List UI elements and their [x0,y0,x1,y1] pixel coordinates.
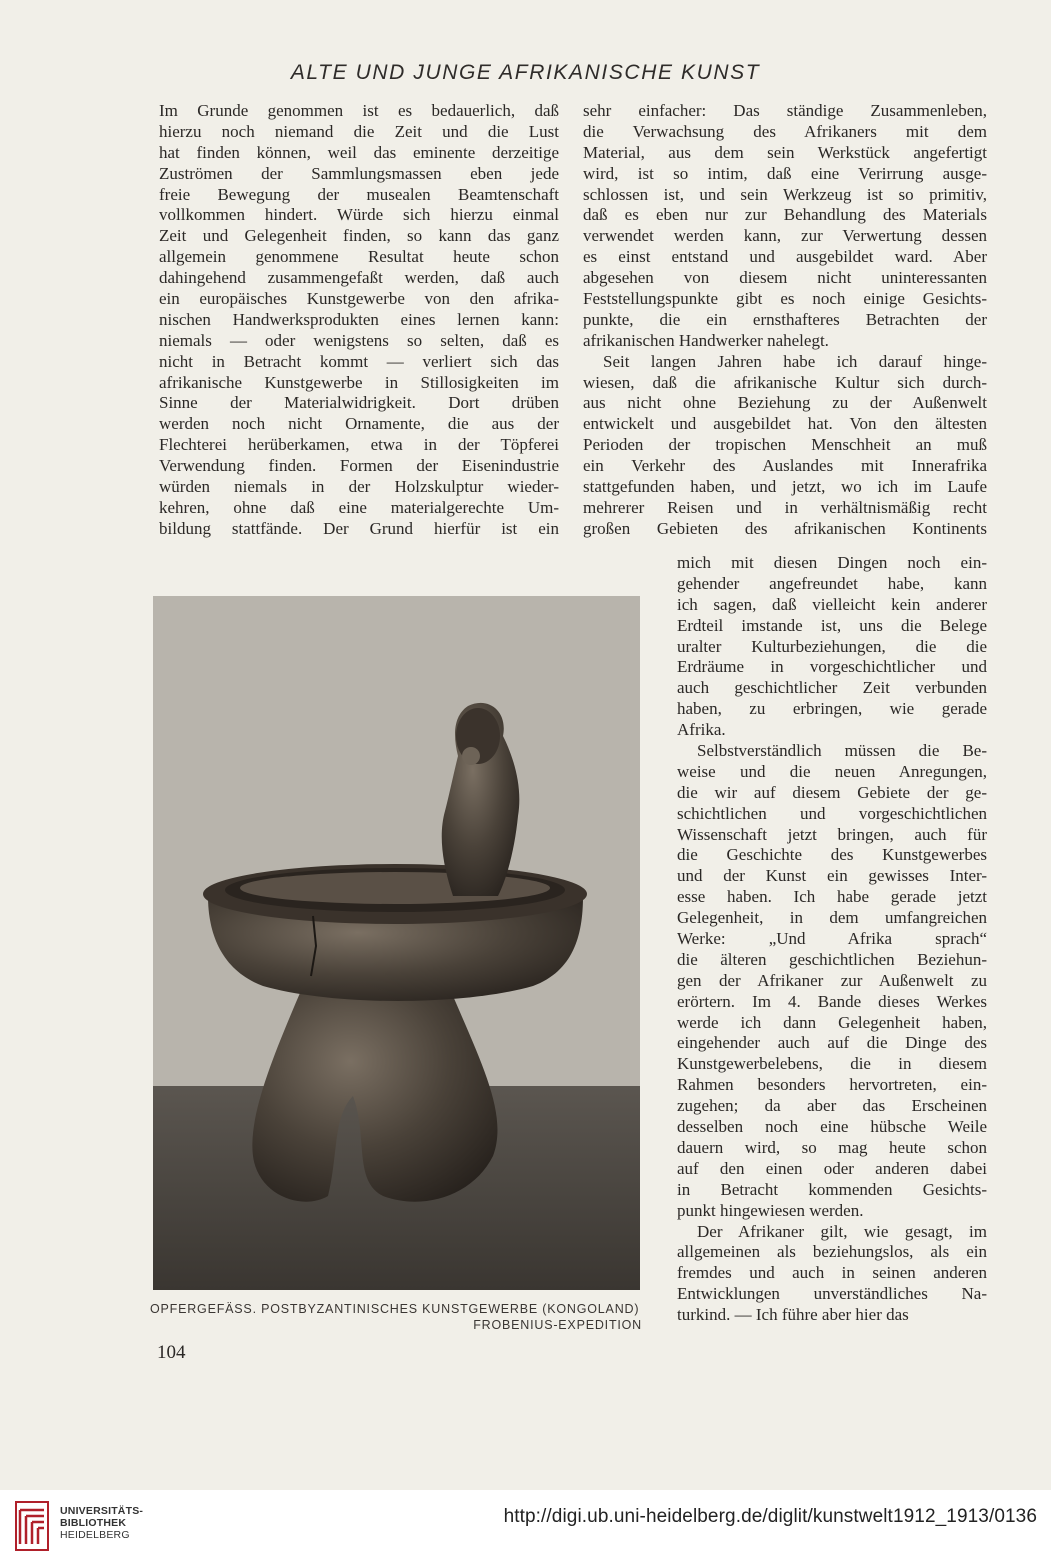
text-line: afrikanischen Handwerker nahelegt. [583,330,829,350]
text-line: Der Afrikaner gilt, wie gesagt, im [697,1221,987,1241]
text-line: Seit langen Jahren habe ich darauf hinge- [603,351,987,371]
text-line: dahingehend zusammengefaßt werden, daß auch [159,268,559,288]
text-line: würden niemals in der Holzskulptur wieder- [159,477,559,497]
text-line: Selbstverständlich müssen die Be- [697,741,987,761]
text-line: mehrerer Reisen und in verhältnismäßig recht [583,497,987,517]
text-line: turkind. — Ich führe aber hier das [677,1305,909,1325]
source-url-link[interactable]: http://digi.ub.uni-heidelberg.de/diglit/kunstwelt1912_1913/0136 [503,1506,1037,1527]
text-line: entwickelt und ausgebildet hat. Von den ältesten [583,414,987,434]
text-line: nischen Handwerksprodukten eines lernen kann: [159,309,559,329]
text-line: Entwicklungen unverständliches Na- [677,1284,987,1304]
library-name [60,1505,143,1541]
text-line: uralter Kulturbeziehungen, die die [677,636,987,656]
text-line: afrikanische Kunstgewerbe in Stillosigkeiten im [159,372,559,392]
text-line: Flechterei herüberkamen, etwa in der Töpferei [159,435,559,455]
text-line: Verwendung finden. Formen der Eisenindustrie [159,456,559,476]
text-line: mich mit diesen Dingen noch ein- [677,553,987,572]
text-line: bildung stattfände. Der Grund hierfür ist ein [159,518,559,538]
text-line: niemals — oder wenigstens so selten, daß es [159,330,559,350]
text-line: die Geschichte des Kunstgewerbes [677,845,987,865]
text-line: punkt hingewiesen werden. [677,1200,864,1220]
page-number: 104 [157,1342,186,1363]
text-line: Erdteil imstande ist, uns die Belege [677,615,987,635]
text-line: stattgefunden haben, und jetzt, wo ich im Laufe [583,477,987,497]
text-line: schichtlichen und vorgeschichtlichen [677,803,987,823]
vessel-photograph [153,596,640,1290]
text-line: die wir auf diesem Gebiete der ge- [677,782,987,802]
text-line: weise und die neuen Anregungen, [677,761,987,781]
text-line: haben, zu erbringen, wie gerade [677,699,987,719]
right-text-column-top [583,101,987,540]
text-line: Wissenschaft jetzt bringen, auch für [677,824,987,844]
library-name-line-3: HEIDELBERG [60,1529,130,1541]
running-head: ALTE UND JUNGE AFRIKANISCHE KUNST [290,61,761,84]
text-line: und der Kunst ein gewisses Inter- [677,866,987,886]
text-line: allgemeinen als beziehungslos, als ein [677,1242,987,1262]
text-line: Zuströmen der Sammlungsmassen eben jede [159,163,559,183]
text-line: abgesehen von diesem nicht uninteressanten [583,268,987,288]
text-line: zugehen; da aber das Erscheinen [677,1096,987,1116]
text-line: nicht in Betracht kommt — verliert sich das [159,351,559,371]
text-line: esse haben. Ich habe gerade jetzt [677,887,987,907]
text-line: ein europäisches Kunstgewerbe von den afrika- [159,289,559,309]
text-line: kehren, ohne daß eine materialgerechte Um- [159,497,559,517]
text-line: hierzu noch niemand die Zeit und die Lust [159,121,559,141]
photo-sacrificial-vessel [153,596,640,1290]
text-line: Im Grunde genommen ist es bedauerlich, daß [159,101,559,120]
text-line: Werke: „Und Afrika sprach“ [677,929,987,949]
text-line: die älteren geschichtlichen Beziehun- [677,949,987,969]
text-line: dauern wird, so mag heute schon [677,1137,987,1157]
text-line: schlossen ist, und sein Werkzeug ist so primitiv, [583,184,987,204]
text-line: hat finden können, weil das eminente derzeitige [159,142,559,162]
text-line: wird, ist so intim, daß eine Verirrung ausge- [583,163,987,183]
text-line: verwendet werden kann, zur Verwertung dessen [583,226,987,246]
text-line: freie Bewegung der musealen Beamtenschaft [159,184,559,204]
text-line: daß es eben nur zur Behandlung des Materials [583,205,987,225]
left-text-column [159,101,559,540]
text-line: Afrika. [677,720,726,740]
text-line: in Betracht kommenden Gesichts- [677,1179,987,1199]
text-line: die Verwachsung des Afrikaners mit dem [583,121,987,141]
text-line: Kunstgewerbelebens, die in diesem [677,1054,987,1074]
text-line: Zeit und Gelegenheit finden, so kann das ganz [159,226,559,246]
text-line: gehender angefreundet habe, kann [677,573,987,593]
text-line: Sinne der Materialwidrigkeit. Dort drüben [159,393,559,413]
text-line: es einst entstand und ausgebildet ward. Aber [583,247,987,267]
text-line: gen der Afrikaner zur Außenwelt zu [677,970,987,990]
text-line: Gelegenheit, in dem umfangreichen [677,908,987,928]
text-line: aus nicht ohne Beziehung zu der Außenwelt [583,393,987,413]
text-line: werden noch nicht Ornamente, die aus der [159,414,559,434]
text-line: vollkommen hindert. Würde sich hierzu einmal [159,205,559,225]
text-line: werde ich dann Gelegenheit haben, [677,1012,987,1032]
text-line: Erdräume in vorgeschichtlicher und [677,657,987,677]
text-line: auch geschichtlicher Zeit verbunden [677,678,987,698]
university-logo-icon [14,1500,50,1552]
text-line: ich sagen, daß vielleicht kein anderer [677,594,987,614]
text-line: fremdes und auch in seinen anderen [677,1263,987,1283]
text-line: wiesen, daß die afrikanische Kultur sich durch- [583,372,987,392]
text-line: Perioden der tropischen Menschheit an muß [583,435,987,455]
text-line: ein Verkehr des Auslandes mit Innerafrika [583,456,987,476]
text-line: erörtern. Im 4. Bande dieses Werkes [677,991,987,1011]
text-line: auf den einen oder anderen dabei [677,1158,987,1178]
photo-caption [150,1301,642,1333]
library-name-line-1: UNIVERSITÄTS- [60,1505,144,1517]
library-name-line-2: BIBLIOTHEK [60,1517,127,1529]
caption-line-1: OPFERGEFÄSS. POSTBYZANTINISCHES KUNSTGEWERBE (KONGOLAND) [150,1302,640,1316]
text-line: sehr einfacher: Das ständige Zusammenleben, [583,101,987,120]
text-line: großen Gebieten des afrikanischen Kontinents [583,518,987,538]
text-line: allgemein genommene Resultat heute schon [159,247,559,267]
text-line: Feststellungspunkte gibt es noch einige Gesichts- [583,289,987,309]
text-line: Material, aus dem sein Werkstück angefertigt [583,142,987,162]
right-text-column-bottom [677,553,987,1326]
caption-line-2: FROBENIUS-EXPEDITION [473,1318,642,1332]
text-line: eingehender auch auf die Dinge des [677,1033,987,1053]
text-line: punkte, die ein ernsthafteres Betrachten der [583,309,987,329]
text-line: desselben noch eine hübsche Weile [677,1117,987,1137]
text-line: Rahmen besonders hervortreten, ein- [677,1075,987,1095]
